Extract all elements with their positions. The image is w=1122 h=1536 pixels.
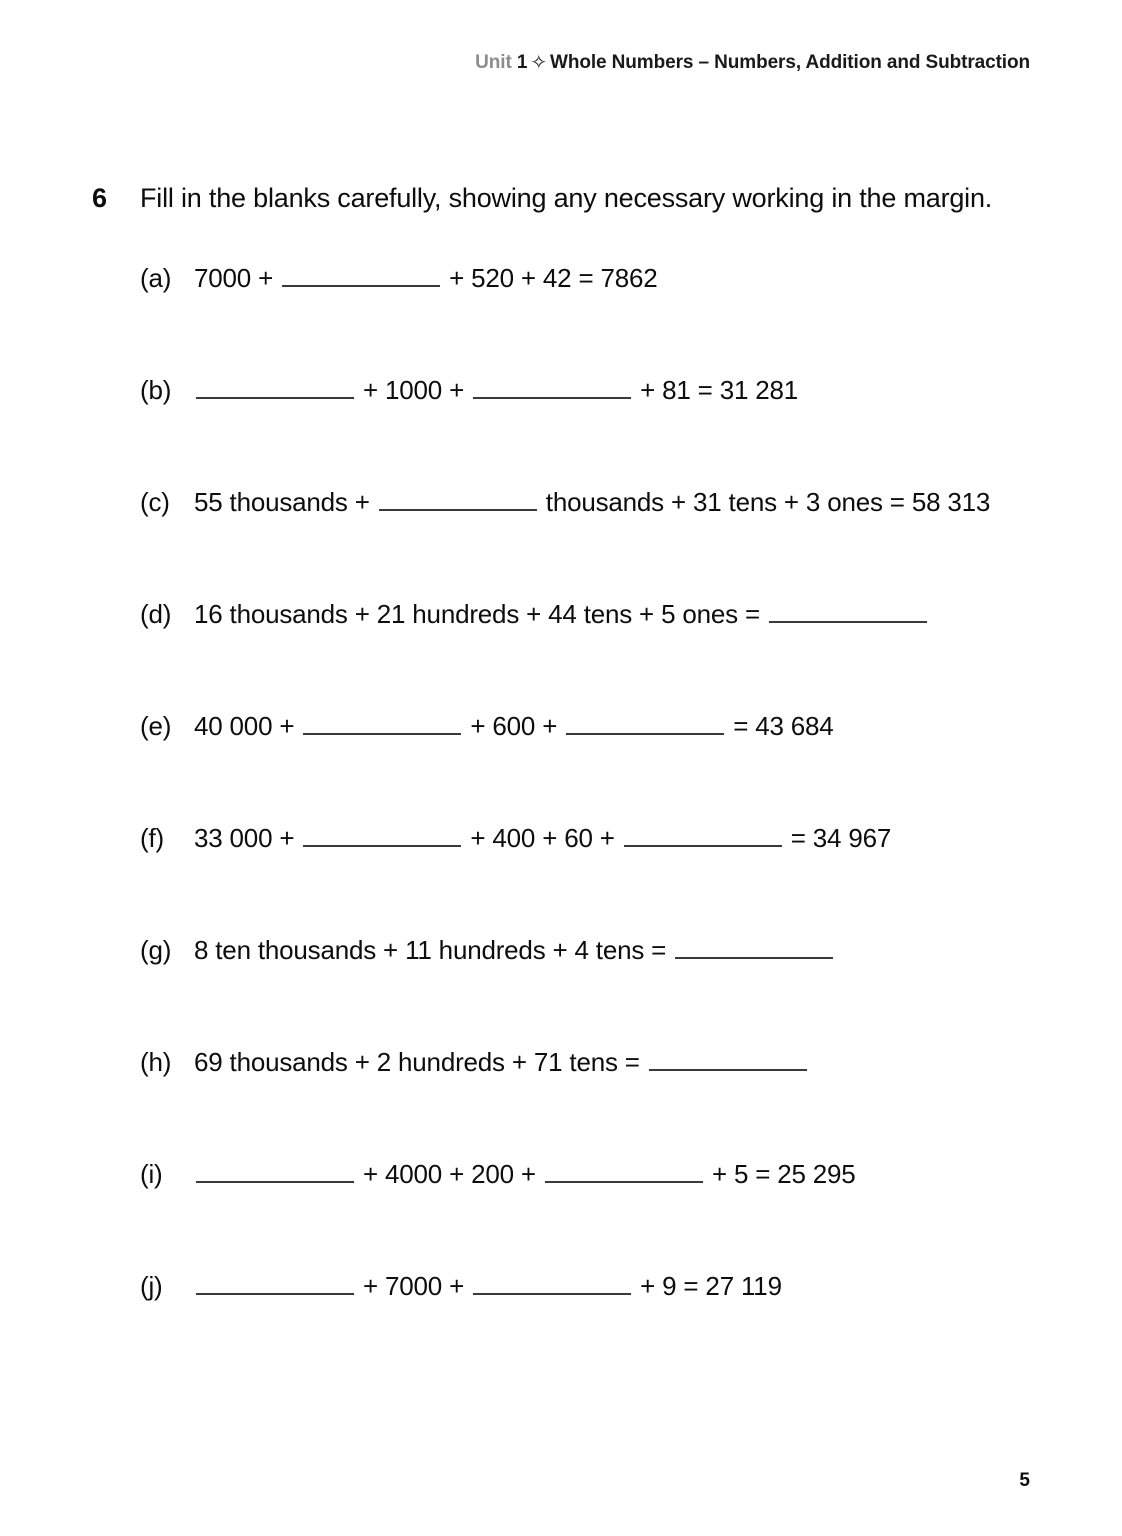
answer-item	[140, 374, 1062, 486]
answer-item-label: (f)	[140, 823, 164, 853]
expression-text: thousands + 31 tens + 3 ones = 58 313	[538, 487, 991, 517]
answer-item	[140, 710, 1062, 822]
question-number: 6	[92, 183, 108, 213]
answer-blank-field[interactable]	[282, 265, 440, 287]
answer-blank-field[interactable]	[473, 1273, 631, 1295]
header-title: Whole Numbers – Numbers, Addition and Subtraction	[550, 52, 1030, 73]
page-number: 5	[1019, 1470, 1030, 1491]
answer-item-label: (b)	[140, 375, 172, 405]
answer-item-label: (d)	[140, 599, 172, 629]
answer-item-label: (h)	[140, 1047, 172, 1077]
answer-item-label: (j)	[140, 1271, 163, 1301]
answer-blank-field[interactable]	[196, 377, 354, 399]
expression-text: + 520 + 42 = 7862	[442, 263, 658, 293]
answer-item-label: (i)	[140, 1159, 163, 1189]
answer-blank-field[interactable]	[675, 937, 833, 959]
expression-text: 8 ten thousands + 11 hundreds + 4 tens =	[194, 935, 674, 965]
answer-item-expression	[194, 374, 798, 408]
question-block	[92, 182, 1052, 216]
answer-blank-field[interactable]	[624, 825, 782, 847]
answer-item-expression	[194, 822, 891, 856]
answer-blank-field[interactable]	[545, 1161, 703, 1183]
answer-blank-field[interactable]	[196, 1161, 354, 1183]
expression-text: + 9 = 27 119	[633, 1271, 782, 1301]
answer-item-label: (g)	[140, 935, 172, 965]
expression-text: 7000 +	[194, 263, 281, 293]
unit-word-label: Unit	[475, 52, 512, 73]
answer-item-expression	[194, 710, 834, 744]
expression-text: 69 thousands + 2 hundreds + 71 tens =	[194, 1047, 647, 1077]
four-point-star-icon: ✧	[530, 52, 548, 74]
question-heading	[92, 182, 1052, 216]
answer-item	[140, 822, 1062, 934]
answer-item	[140, 1270, 1062, 1382]
expression-text: 55 thousands +	[194, 487, 377, 517]
answer-item-label: (e)	[140, 711, 172, 741]
expression-text: + 4000 + 200 +	[356, 1159, 543, 1189]
question-prompt: Fill in the blanks carefully, showing any necessary working in the margin.	[140, 183, 993, 213]
unit-number-label: 1	[516, 52, 528, 73]
answer-item	[140, 598, 1062, 710]
expression-text: + 1000 +	[356, 375, 472, 405]
answer-blank-field[interactable]	[649, 1049, 807, 1071]
expression-text: + 7000 +	[356, 1271, 472, 1301]
expression-text: + 400 + 60 +	[463, 823, 622, 853]
answer-item-label: (c)	[140, 487, 170, 517]
answer-item-expression	[194, 598, 929, 632]
answer-blank-field[interactable]	[473, 377, 631, 399]
answer-blank-field[interactable]	[566, 713, 724, 735]
answer-blank-field[interactable]	[303, 713, 461, 735]
answer-item	[140, 934, 1062, 1046]
answer-item-expression	[194, 486, 990, 520]
expression-text: = 34 967	[783, 823, 892, 853]
answer-item-expression	[194, 1158, 856, 1192]
answer-item-expression	[194, 262, 658, 296]
answer-item	[140, 486, 1062, 598]
answer-blank-field[interactable]	[379, 489, 537, 511]
expression-text: + 81 = 31 281	[633, 375, 799, 405]
expression-text: + 600 +	[463, 711, 565, 741]
answer-item	[140, 1046, 1062, 1158]
answer-item	[140, 1158, 1062, 1270]
answer-blank-field[interactable]	[303, 825, 461, 847]
answer-item-expression	[194, 1270, 782, 1304]
answer-item-expression	[194, 1046, 809, 1080]
expression-text: = 43 684	[726, 711, 834, 741]
answer-blank-field[interactable]	[769, 601, 927, 623]
answer-items-list	[140, 262, 1062, 1382]
running-header	[475, 52, 1030, 72]
answer-item-label: (a)	[140, 263, 172, 293]
expression-text: 40 000 +	[194, 711, 302, 741]
expression-text: 33 000 +	[194, 823, 302, 853]
answer-item	[140, 262, 1062, 374]
expression-text: + 5 = 25 295	[704, 1159, 856, 1189]
expression-text: 16 thousands + 21 hundreds + 44 tens + 5 ones =	[194, 599, 767, 629]
answer-blank-field[interactable]	[196, 1273, 354, 1295]
answer-item-expression	[194, 934, 835, 968]
